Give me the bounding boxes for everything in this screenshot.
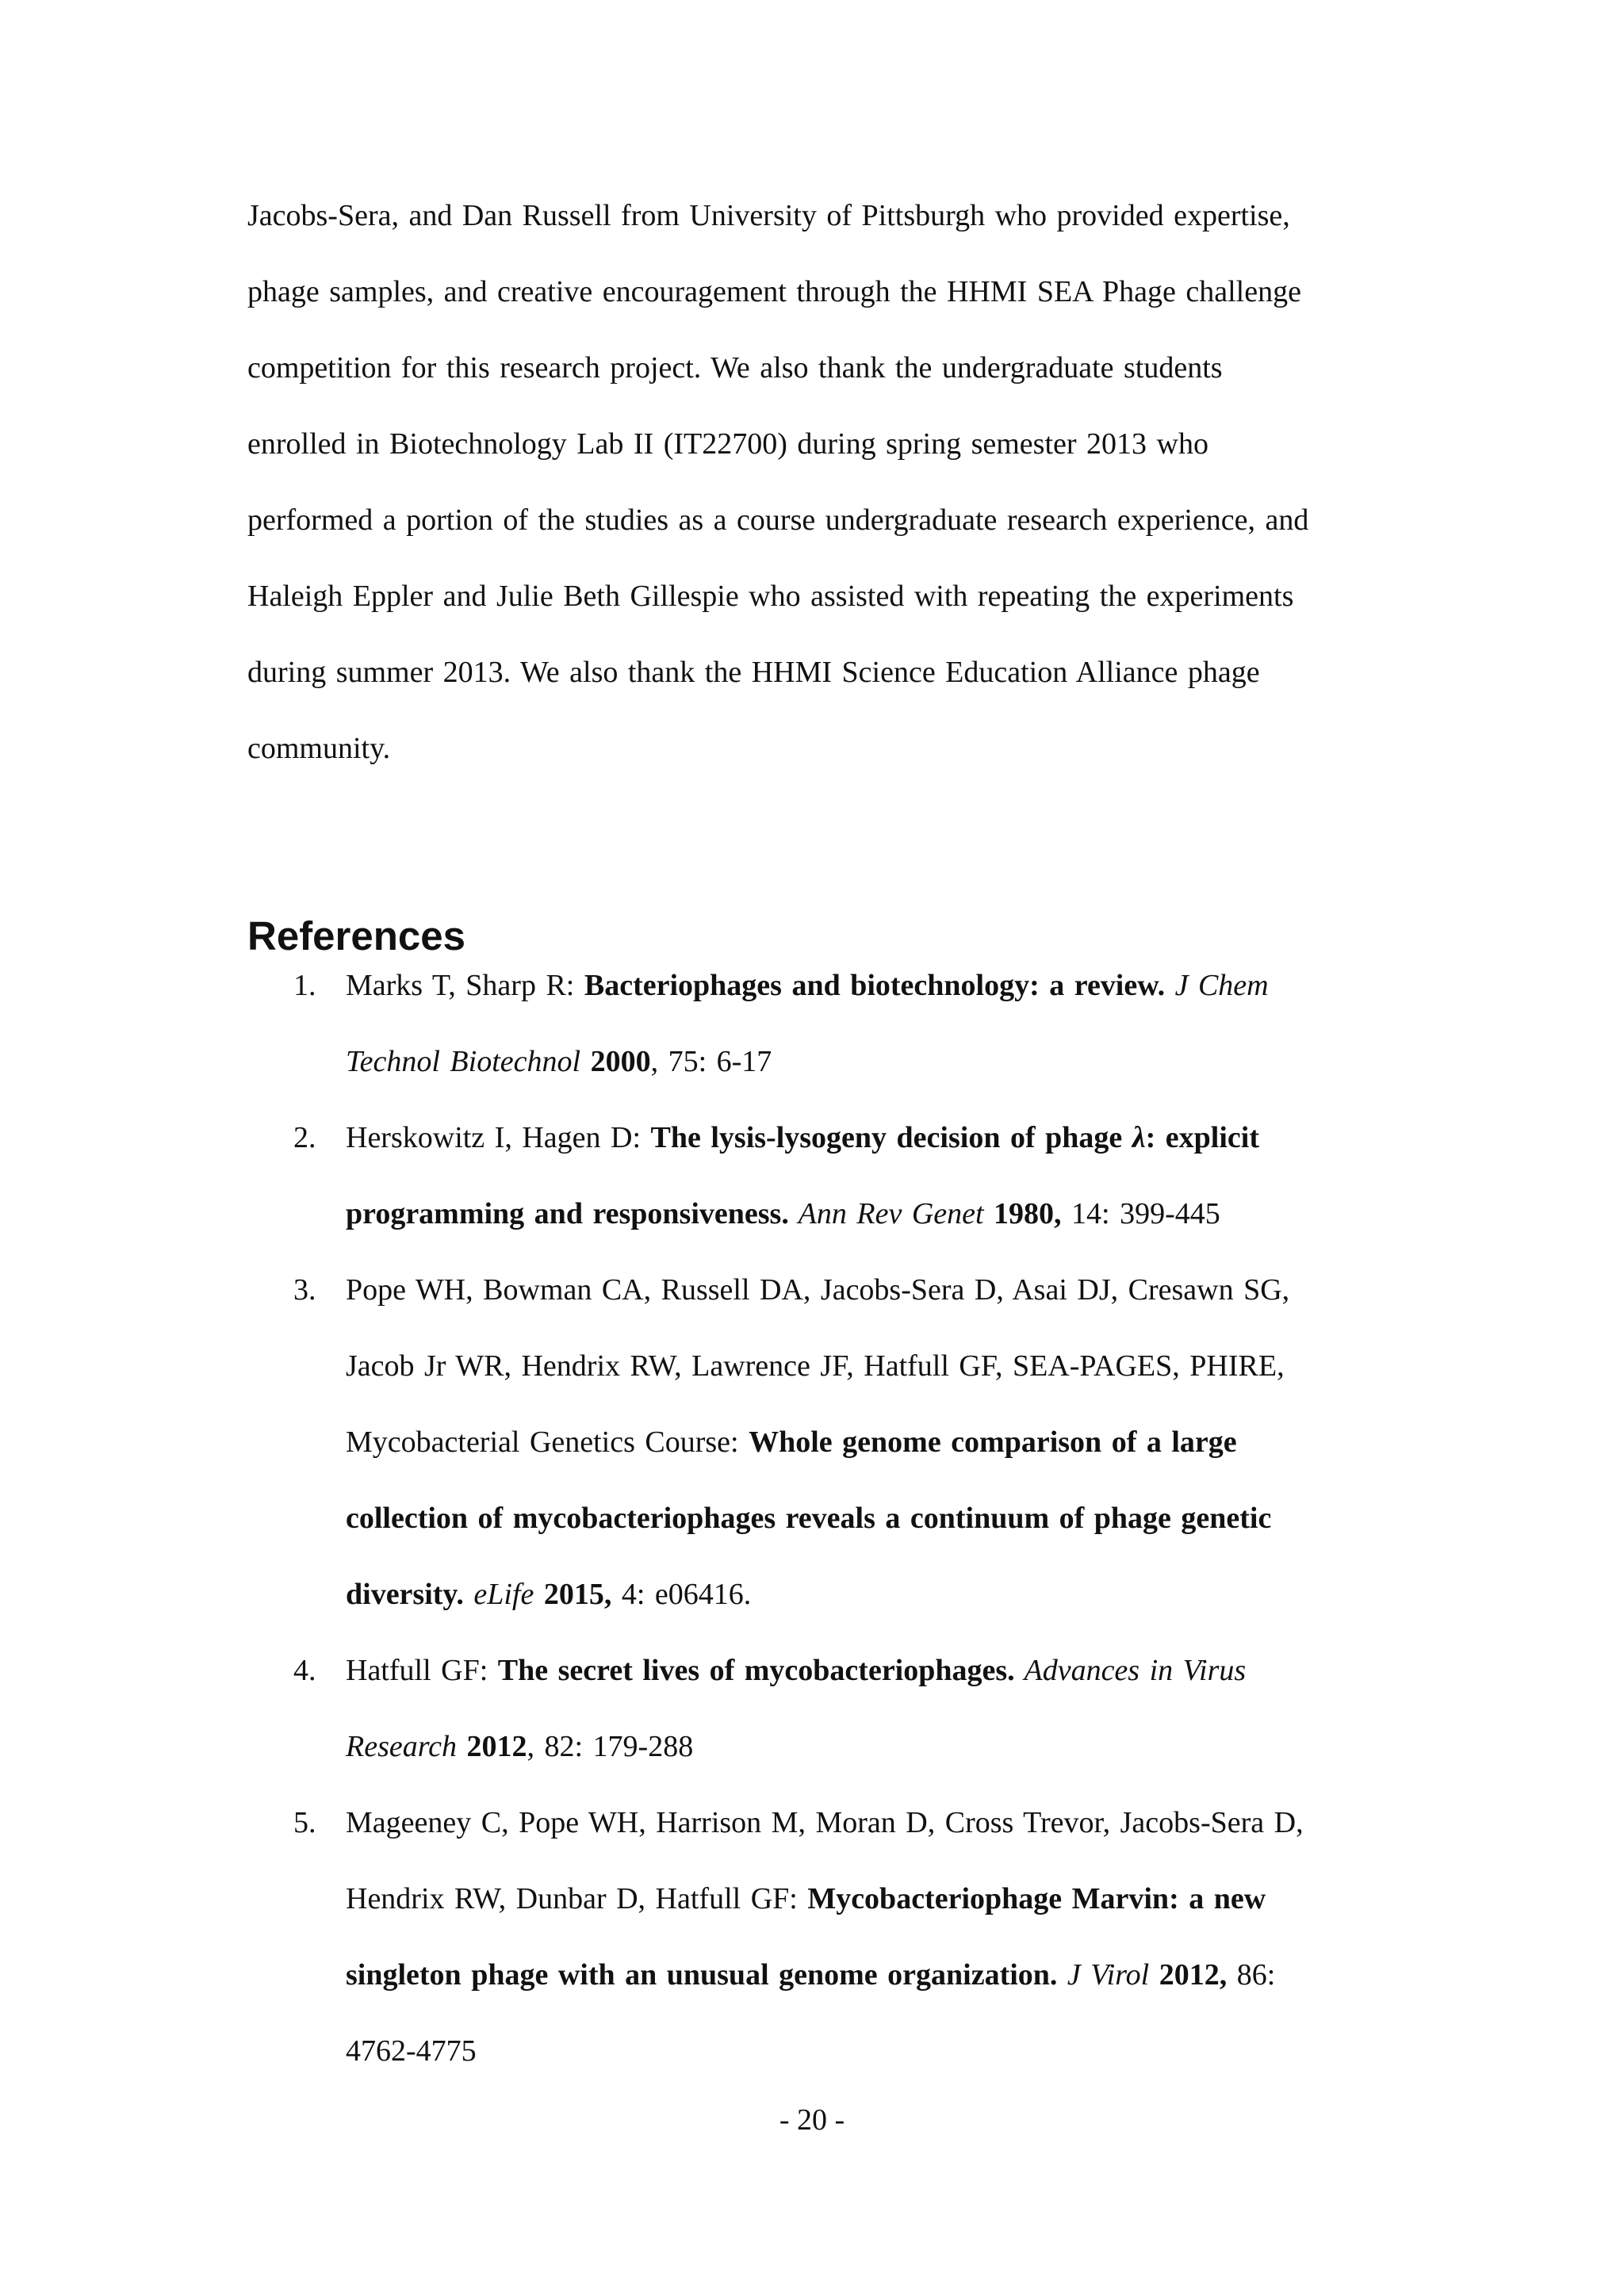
references-heading: References xyxy=(247,913,465,959)
reference-text-segment: Hendrix RW, Dunbar D, Hatfull GF: xyxy=(346,1882,808,1915)
reference-line xyxy=(346,1799,1421,1875)
reference-text-segment: Advances in Virus xyxy=(1014,1654,1247,1687)
paragraph-line: competition for this research project. We also thank the undergraduate students xyxy=(247,351,1223,385)
reference-line xyxy=(346,1647,1421,1723)
reference-text-segment: 2000 xyxy=(580,1045,651,1078)
reference-line xyxy=(346,1951,1421,2027)
reference-text-segment: Research xyxy=(346,1730,457,1763)
reference-line xyxy=(346,1266,1421,1342)
reference-text-segment: 2015, xyxy=(534,1578,612,1611)
reference-text-segment: 4: e06416. xyxy=(611,1578,752,1611)
paragraph-line: enrolled in Biotechnology Lab II (IT22700) during spring semester 2013 who xyxy=(247,427,1208,461)
paragraph-line: during summer 2013. We also thank the HHMI Science Education Alliance phage xyxy=(247,656,1260,689)
reference-line xyxy=(346,1571,1421,1647)
reference-text-segment: Jacob Jr WR, Hendrix RW, Lawrence JF, Hatfull GF, SEA-PAGES, PHIRE, xyxy=(346,1349,1285,1383)
reference-text-segment: eLife xyxy=(463,1578,534,1611)
reference-line xyxy=(346,1723,1421,1799)
paragraph-line: Haleigh Eppler and Julie Beth Gillespie who assisted with repeating the experiments xyxy=(247,580,1294,613)
reference-line xyxy=(346,1875,1421,1951)
reference-text-segment: 86: xyxy=(1227,1958,1276,1992)
reference-text-segment: singleton phage with an unusual genome organization. xyxy=(346,1958,1058,1992)
reference-text-segment: The secret lives of mycobacteriophages. xyxy=(497,1654,1015,1687)
reference-text-segment: J Virol xyxy=(1057,1958,1150,1992)
reference-text-segment: Hatfull GF: xyxy=(346,1654,498,1687)
reference-item xyxy=(247,1799,1421,2103)
reference-text-segment: Technol Biotechnol xyxy=(346,1045,581,1078)
paragraph-line: performed a portion of the studies as a course undergraduate research experience, and xyxy=(247,503,1309,537)
reference-number: 1. xyxy=(293,969,316,1002)
acknowledgments-paragraph xyxy=(247,192,1405,801)
reference-line xyxy=(346,962,1421,1038)
reference-text-segment: 2012 xyxy=(456,1730,527,1763)
reference-number: 2. xyxy=(293,1121,316,1154)
reference-text-segment: Bacteriophages and biotechnology: a review. xyxy=(584,969,1166,1002)
reference-text-segment: Ann Rev Genet xyxy=(788,1197,984,1230)
reference-text-segment: Mycobacterial Genetics Course: xyxy=(346,1425,749,1459)
reference-text-segment: , 82: 179-288 xyxy=(527,1730,694,1763)
reference-text-segment: J Chem xyxy=(1165,969,1269,1002)
reference-text-segment: programming and responsiveness. xyxy=(346,1197,789,1230)
page-number: - 20 - xyxy=(779,2103,845,2137)
reference-text-segment: λ xyxy=(1132,1121,1146,1154)
reference-line xyxy=(346,1418,1421,1494)
paragraph-line: community. xyxy=(247,732,391,765)
reference-text-segment: Mycobacteriophage Marvin: a new xyxy=(807,1882,1266,1915)
reference-text-segment: 1980, xyxy=(983,1197,1062,1230)
reference-item xyxy=(247,1114,1421,1266)
reference-number: 3. xyxy=(293,1273,316,1307)
reference-line xyxy=(346,1038,1421,1114)
reference-text-segment: collection of mycobacteriophages reveals a continuum of phage genetic xyxy=(346,1502,1272,1535)
reference-text-segment: Herskowitz I, Hagen D: xyxy=(346,1121,651,1154)
paragraph-line: Jacobs-Sera, and Dan Russell from University of Pittsburgh who provided expertise, xyxy=(247,199,1290,232)
reference-line xyxy=(346,1114,1421,1190)
reference-line xyxy=(346,1342,1421,1418)
reference-item xyxy=(247,962,1421,1114)
reference-text-segment: diversity. xyxy=(346,1578,464,1611)
reference-item xyxy=(247,1647,1421,1799)
reference-text-segment: 2012, xyxy=(1149,1958,1228,1992)
reference-text-segment: : explicit xyxy=(1145,1121,1259,1154)
reference-line xyxy=(346,2027,1421,2103)
paragraph-line: phage samples, and creative encouragement through the HHMI SEA Phage challenge xyxy=(247,275,1301,308)
reference-text-segment: 14: 399-445 xyxy=(1061,1197,1220,1230)
reference-text-segment: Whole genome comparison of a large xyxy=(749,1425,1237,1459)
reference-number: 4. xyxy=(293,1654,316,1687)
reference-text-segment: Pope WH, Bowman CA, Russell DA, Jacobs-Sera D, Asai DJ, Cresawn SG, xyxy=(346,1273,1290,1307)
reference-text-segment: 4762-4775 xyxy=(346,2034,477,2068)
reference-text-segment: Mageeney C, Pope WH, Harrison M, Moran D, Cross Trevor, Jacobs-Sera D, xyxy=(346,1806,1304,1839)
reference-text-segment: Marks T, Sharp R: xyxy=(346,969,584,1002)
references-list xyxy=(247,962,1421,2103)
reference-text-segment: , 75: 6-17 xyxy=(650,1045,772,1078)
reference-line xyxy=(346,1190,1421,1266)
reference-line xyxy=(346,1494,1421,1571)
reference-text-segment: The lysis-lysogeny decision of phage xyxy=(650,1121,1132,1154)
reference-item xyxy=(247,1266,1421,1647)
reference-number: 5. xyxy=(293,1806,316,1839)
